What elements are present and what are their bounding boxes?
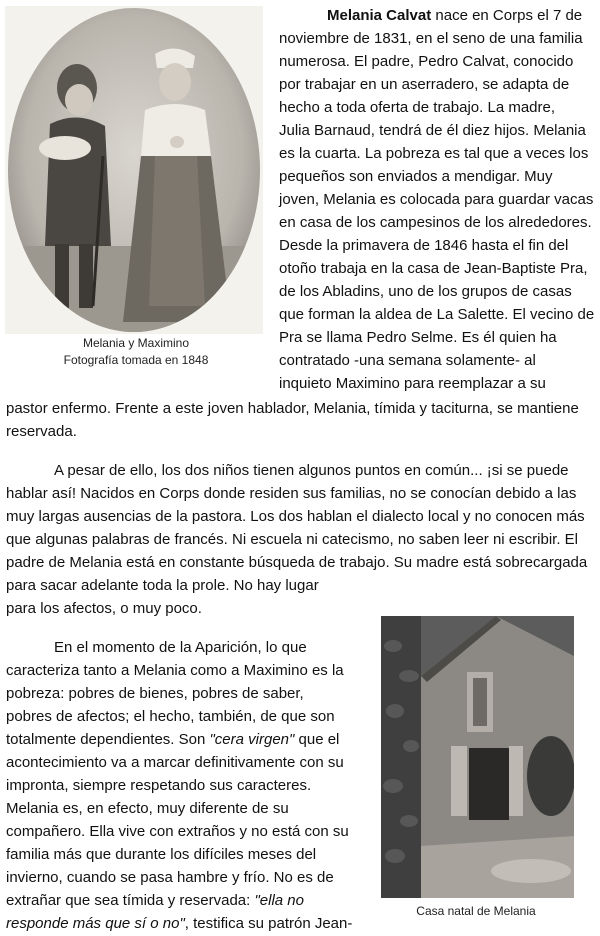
text-line: caracteriza tanto a Melania como a Maximino es la xyxy=(6,662,344,679)
house-illustration xyxy=(381,616,574,898)
text-run: extrañar que sea tímida y reservada: xyxy=(6,892,255,909)
text-line: familia más que durante los difíciles meses del xyxy=(6,846,317,863)
text-line: Melania es, en efecto, muy diferente de su xyxy=(6,800,289,817)
text-line: A pesar de ello, los dos niños tienen algunos puntos en común... ¡si se puede xyxy=(54,462,569,479)
quote-emphasis: "ella no xyxy=(254,892,304,909)
text-line: Desde la primavera de 1846 hasta el fin del xyxy=(279,237,569,254)
text-line: hablar así! Nacidos en Corps donde residen sus familias, no se conocían debido a las xyxy=(6,485,577,502)
text-run: que el xyxy=(294,731,340,748)
text-line: es la cuarta. La pobreza es tal que a veces los xyxy=(279,145,589,162)
text-line: invierno, cuando se pasa hambre y frío. No es de xyxy=(6,869,334,886)
text-line: impronta, siempre respetando sus caracteres. xyxy=(6,777,312,794)
text-line: otoño trabaja en la casa de Jean-Baptiste Pra, xyxy=(279,260,588,277)
photo-caption-melania-maximino xyxy=(0,335,272,369)
text-line: pastor enfermo. Frente a este joven hablador, Melania, tímida y taciturna, se mantiene xyxy=(6,400,579,417)
text-line: por trabajar en un aserradero, se adapta de xyxy=(279,76,570,93)
text-line: En el momento de la Aparición, lo que xyxy=(54,639,307,656)
text-line: para los afectos, o muy poco. xyxy=(6,600,202,617)
text-run: , testifica su patrón Jean- xyxy=(184,915,353,932)
quote-emphasis: responde más que sí o no" xyxy=(6,915,185,932)
photo-caption-casa-natal: Casa natal de Melania xyxy=(416,904,536,918)
casa-natal-photo xyxy=(381,616,574,898)
quote-emphasis: "cera virgen" xyxy=(209,731,295,748)
text-line: en casa de los campesinos de los alrededores. xyxy=(279,214,592,231)
text-line xyxy=(327,4,582,27)
text-line: compañero. Ella vive con extraños y no está con su xyxy=(6,823,349,840)
text-line xyxy=(6,728,339,751)
text-line: acontecimiento va a marcar definitivamente con su xyxy=(6,754,344,771)
text-line: pobres de afectos; el hecho, también, de que son xyxy=(6,708,335,725)
text-line: de los Abladins, uno de los grupos de casas xyxy=(279,283,572,300)
text-line: que algunas palabras de francés. Ni escuela ni catecismo, no saben leer ni escribir. El xyxy=(6,531,578,548)
text-line: Julia Barnaud, tendrá de él diez hijos. Melania xyxy=(279,122,586,139)
text-line: inquieto Maximino para reemplazar a su xyxy=(279,375,546,392)
text-line: para sacar adelante toda la prole. No hay lugar xyxy=(6,577,319,594)
text-run: nace en Corps el 7 de xyxy=(431,7,583,24)
text-line: muy largas ausencias de la pastora. Los dos hablan el dialecto local y no conocen más xyxy=(6,508,585,525)
text-line: joven, Melania es colocada para guardar vacas xyxy=(279,191,594,208)
text-line: pobreza: pobres de bienes, pobres de saber, xyxy=(6,685,304,702)
portrait-illustration xyxy=(5,6,263,334)
text-line: noviembre de 1831, en el seno de una familia xyxy=(279,30,583,47)
text-line: que forman la aldea de La Salette. El vecino de xyxy=(279,306,595,323)
text-line: numerosa. El padre, Pedro Calvat, conocido xyxy=(279,53,574,70)
name-emphasis: Melania Calvat xyxy=(327,7,432,24)
text-line: padre de Melania está en constante búsqueda de trabajo. Su madre está sobrecargada xyxy=(6,554,588,571)
text-line: pequeños son enviados a mendigar. Muy xyxy=(279,168,553,185)
melania-maximino-photo xyxy=(5,6,263,334)
text-line: reservada. xyxy=(6,423,77,440)
text-line xyxy=(6,912,352,935)
text-line: hecho a toda oferta de trabajo. La madre, xyxy=(279,99,556,116)
caption-line: Melania y Maximino xyxy=(82,336,190,350)
caption-line: Fotografía tomada en 1848 xyxy=(63,353,209,367)
text-line: contratado -una semana solamente- al xyxy=(279,352,536,369)
text-line: Pra se llama Pedro Selme. Es él quien ha xyxy=(279,329,557,346)
text-run: totalmente dependientes. Son xyxy=(6,731,210,748)
text-line xyxy=(6,889,304,912)
